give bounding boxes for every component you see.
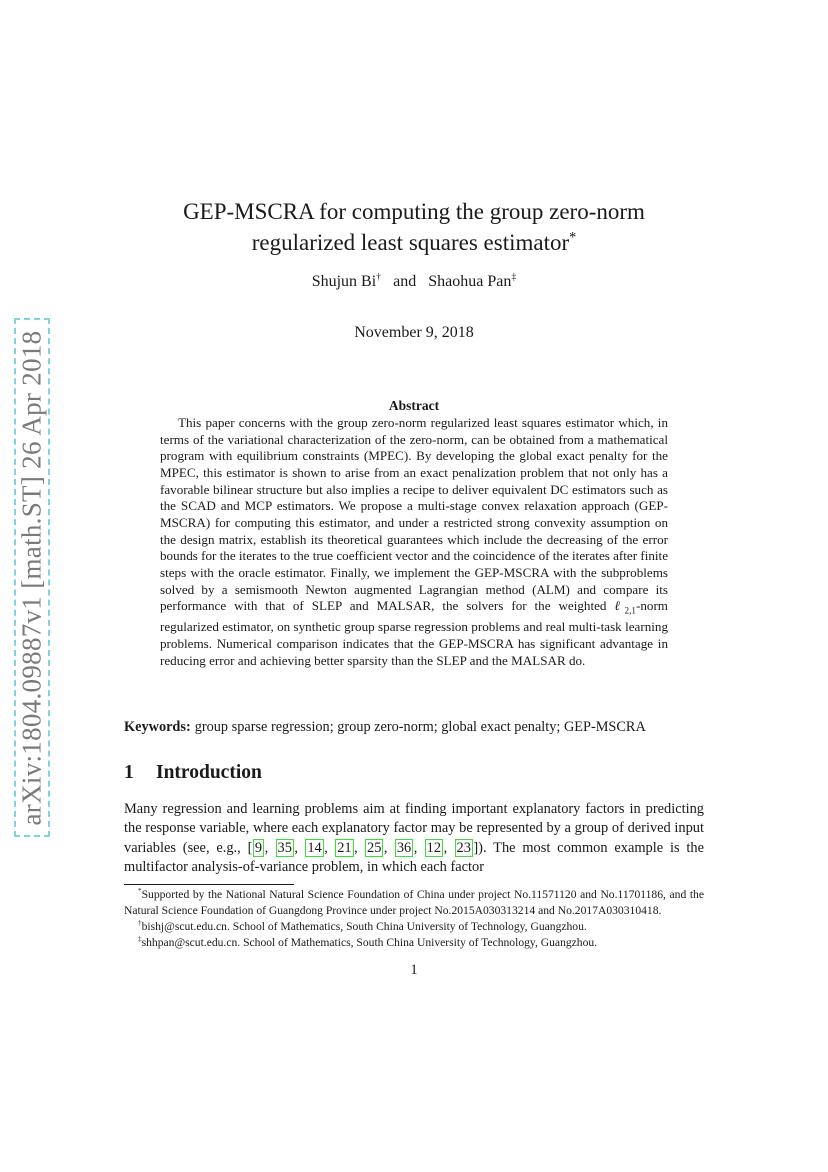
norm-subscript: 2,1 [624,605,636,616]
section-heading [124,762,262,784]
abstract-text-part-2: -norm regularized estimator, on synthetic group sparse regression problems and real multi-task learning problems. Numerical comparison indicates that the GEP-MSCRA has significant advantage in reducing error and achieving better sparsity than the SLEP and the MALSAR do. [160,598,668,668]
section-number: 1 [124,762,134,783]
author-conjunction: and [393,273,417,290]
abstract-text-part-1: This paper concerns with the group zero-norm regularized least squares estimator which, in terms of the variational characterization of the zero-norm, can be obtained from a mathematical program with equilibrium constraints (MPEC). By developing the global exact penalty for the MPEC, this estimator is shown to arise from an exact penalization problem that not only has a favorable bilinear structure but also implies a recipe to deliver equivalent DC estimators such as the SCAD and MCP estimators. We propose a multi-stage convex relaxation approach (GEP-MSCRA) for computing this estimator, and under a restricted strong convexity assumption on the design matrix, establish its theoretical guarantees which include the decreasing of the error bounds for the iterates to the true coefficient vector and the coincidence of the iterates after finite steps with the oracle estimator. Finally, we implement the GEP-MSCRA with the subproblems solved by a semismooth Newton augmented Lagrangian method (ALM) and compare its performance with that of SLEP and MALSAR, the solvers for the weighted [160,415,669,614]
footnote-text: bishj@scut.edu.cn. School of Mathematics, South China University of Technology, Guangzhou. [141,920,587,933]
publication-date: November 9, 2018 [354,324,474,341]
page-number: 1 [410,962,418,978]
footnotes [124,887,704,951]
footnote-mark: ‡ [138,935,142,944]
citation-link[interactable]: 25 [367,839,382,856]
footnote-mark: † [138,919,142,928]
footnote-text: shhpan@scut.edu.cn. School of Mathematics, South China University of Technology, Guangzhou. [141,936,598,949]
author-name: Shaohua Pan [428,273,512,290]
title-line-2 [124,227,704,258]
citation-link[interactable]: 9 [254,839,263,856]
paper-title [124,196,704,258]
arxiv-identifier-stamp[interactable] [14,318,50,837]
footnote-divider [124,884,294,885]
arxiv-identifier[interactable]: arXiv:1804.09887v1 [math.ST] 26 Apr 2018 [16,330,47,825]
title-footnote-mark[interactable]: * [569,229,577,246]
abstract-text [160,415,668,669]
abstract-heading: Abstract [388,398,440,413]
author-footnote-mark[interactable]: ‡ [511,271,517,283]
citation-link[interactable]: 14 [307,839,322,856]
keywords-line [124,719,714,736]
section-title: Introduction [156,762,262,783]
title-line-2-text: regularized least squares estimator [251,230,570,255]
citation-link[interactable]: 36 [396,839,412,856]
footnote-author-2 [124,935,704,951]
norm-symbol: ℓ [614,598,625,614]
title-line-1: GEP-MSCRA for computing the group zero-norm [183,199,645,224]
author-footnote-mark[interactable]: † [376,271,382,283]
footnote-text: Supported by the National Natural Science Foundation of China under project No.11571120 and No.11701186, and the Natural Science Foundation of Guangdong Province under project No.2015A030313214 and No.2017A030310418. [124,888,704,917]
citation-link[interactable]: 21 [337,839,352,856]
author-name: Shujun Bi [311,273,377,290]
author-list [124,273,704,291]
footnote-funding [124,887,704,919]
citation-link[interactable]: 35 [277,839,292,856]
introduction-paragraph: Many regression and learning problems aim at finding important explanatory factors in predicting the response variable, where each explanatory factor may be represented by a group of derived input variables (see, e.g., [ 9 , 35 , 14 , 21 , 25 , 36 , 12 , 23 ]). The most common example is the multifactor analysis-of-variance problem, in which each factor [124,801,704,876]
footnote-mark: * [138,887,142,896]
citation-link[interactable]: 23 [456,839,471,856]
keywords-label: Keywords: [124,719,191,735]
citation-link[interactable]: 12 [426,839,442,856]
intro-text-before: Many regression and learning problems aim at finding important explanatory factors in predicting the response variable, where each explanatory factor may be represented by a group of derived input variables (see, e.g., [ [124,801,704,856]
footnote-author-1 [124,919,704,935]
keywords-text: group sparse regression; group zero-norm; global exact penalty; GEP-MSCRA [194,719,646,735]
intro-text-after: ]). The most common example is the multifactor analysis-of-variance problem, in which each factor [124,839,704,876]
